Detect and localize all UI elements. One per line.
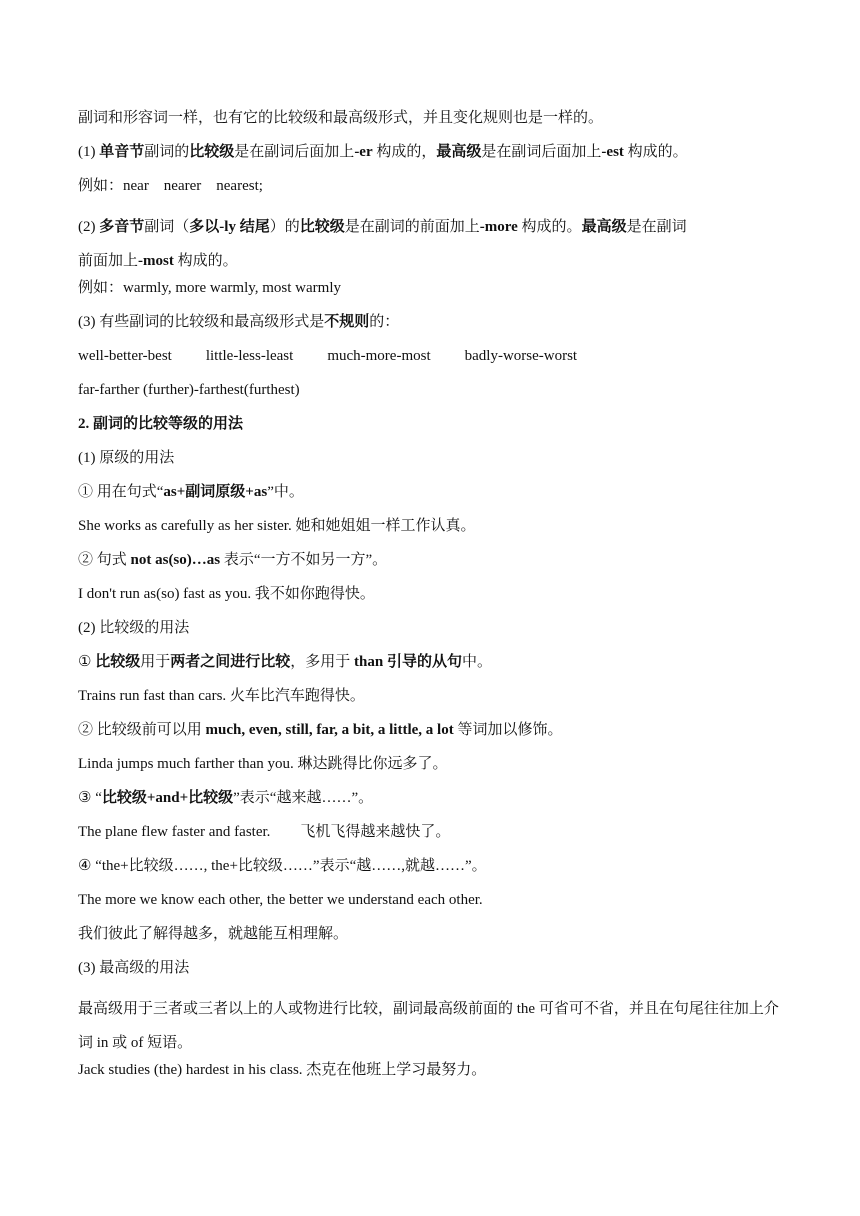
example-2: 例如：warmly, more warmly, most warmly <box>78 280 342 296</box>
rule-2-text: 构成的。 <box>177 253 238 269</box>
rule-2-superlative: 最高级 <box>581 219 627 235</box>
text: 表示“一方不如另一方”。 <box>220 552 388 568</box>
text: ② 句式 <box>78 552 131 568</box>
rule-2-more: -more <box>479 219 518 235</box>
rule-2-num: (2) <box>78 219 100 235</box>
document-content <box>78 108 790 1094</box>
rule-1 <box>78 142 790 176</box>
term-than-clause: than 引导的从句 <box>354 654 462 670</box>
rule-2-text: 是在副词的前面加上 <box>344 219 480 235</box>
subsection-superlative: (3) 最高级的用法 <box>78 960 190 976</box>
subsection-positive: (1) 原级的用法 <box>78 450 175 466</box>
text: ① <box>78 654 96 670</box>
rule-2 <box>78 210 790 278</box>
rule-2-text: 副词（ <box>144 219 190 235</box>
text: ③ “ <box>78 790 102 806</box>
modifier-list: much, even, still, far, a bit, a little, a lot <box>205 722 454 738</box>
rule-3-irregular: 不规则 <box>324 314 370 330</box>
comparative-rule-2 <box>78 720 790 754</box>
comparative-rule-4: ④ “the+比较级……, the+比较级……”表示“越……,就越……”。 <box>78 858 487 874</box>
rule-1-suffix-er: -er <box>354 144 373 160</box>
irregular-forms <box>78 346 790 380</box>
rule-1-text: 是在副词后面加上 <box>234 144 355 160</box>
text: 中。 <box>461 654 492 670</box>
rule-1-text: 构成的。 <box>627 144 688 160</box>
section-heading: 2. 副词的比较等级的用法 <box>78 416 244 432</box>
term-two-things: 两者之间进行比较 <box>170 654 291 670</box>
rule-1-text: 构成的， <box>376 144 437 160</box>
text: ”表示“越来越……”。 <box>233 790 374 806</box>
intro-paragraph: 副词和形容词一样，也有它的比较级和最高级形式，并且变化规则也是一样的。 <box>78 110 604 126</box>
positive-example-1: She works as carefully as her sister. 她和她姐姐一样工作认真。 <box>78 518 476 534</box>
rule-2-comparative: 比较级 <box>299 219 345 235</box>
superlative-body: 最高级用于三者或三者以上的人或物进行比较，副词最高级前面的 the 可省可不省，并且在句尾往往加上介词 in 或 of 短语。 <box>78 1001 779 1051</box>
rule-1-suffix-est: -est <box>601 144 624 160</box>
rule-1-term: 单音节 <box>99 144 145 160</box>
rule-1-text: 是在副词后面加上 <box>481 144 602 160</box>
rule-2-most: -most <box>138 253 174 269</box>
rule-2-text: 前面加上 <box>78 253 139 269</box>
rule-1-num: (1) <box>78 144 100 160</box>
positive-example-2: I don't run as(so) fast as you. 我不如你跑得快。 <box>78 586 375 602</box>
form-well: well-better-best <box>78 348 172 364</box>
rule-2-text: 是在副词 <box>626 219 687 235</box>
form-badly: badly-worse-worst <box>464 348 578 364</box>
positive-rule-1 <box>78 482 790 516</box>
text: ，多用于 <box>290 654 355 670</box>
rule-3-text: 的： <box>369 314 400 330</box>
form-far: far-farther (further)-farthest(furthest) <box>78 382 300 398</box>
rule-2-ly: 多以-ly 结尾 <box>189 219 270 235</box>
form-little: little-less-least <box>205 348 294 364</box>
comparative-example-3: The plane flew faster and faster. 飞机飞得越来越快了。 <box>78 824 451 840</box>
comparative-rule-1 <box>78 652 790 686</box>
rule-3-text: (3) 有些副词的比较级和最高级形式是 <box>78 314 325 330</box>
positive-rule-2 <box>78 550 790 584</box>
rule-3 <box>78 312 790 346</box>
rule-2-text: ）的 <box>269 219 300 235</box>
pattern-and: 比较级+and+比较级 <box>101 790 234 806</box>
rule-1-superlative: 最高级 <box>436 144 482 160</box>
comparative-example-4-en: The more we know each other, the better we understand each other. <box>78 892 483 908</box>
term-comparative: 比较级 <box>95 654 141 670</box>
text: ① 用在句式“ <box>78 484 164 500</box>
text: ”中。 <box>267 484 304 500</box>
comparative-example-1: Trains run fast than cars. 火车比汽车跑得快。 <box>78 688 365 704</box>
superlative-example: Jack studies (the) hardest in his class. 杰克在他班上学习最努力。 <box>78 1062 487 1078</box>
text: 用于 <box>140 654 171 670</box>
rule-1-text: 副词的 <box>144 144 190 160</box>
comparative-example-4-zh: 我们彼此了解得越多，就越能互相理解。 <box>78 926 349 942</box>
rule-1-comparative: 比较级 <box>189 144 235 160</box>
pattern-not-as: not as(so)…as <box>130 552 221 568</box>
rule-2-text: 构成的。 <box>521 219 582 235</box>
form-much: much-more-most <box>327 348 431 364</box>
rule-2-term: 多音节 <box>99 219 145 235</box>
comparative-rule-3 <box>78 788 790 822</box>
subsection-comparative: (2) 比较级的用法 <box>78 620 190 636</box>
pattern-as-as: as+副词原级+as <box>163 484 268 500</box>
comparative-example-2: Linda jumps much farther than you. 琳达跳得比你远多了。 <box>78 756 448 772</box>
example-1: 例如：near nearer nearest; <box>78 178 263 194</box>
text: 等词加以修饰。 <box>453 722 563 738</box>
text: ② 比较级前可以用 <box>78 722 206 738</box>
